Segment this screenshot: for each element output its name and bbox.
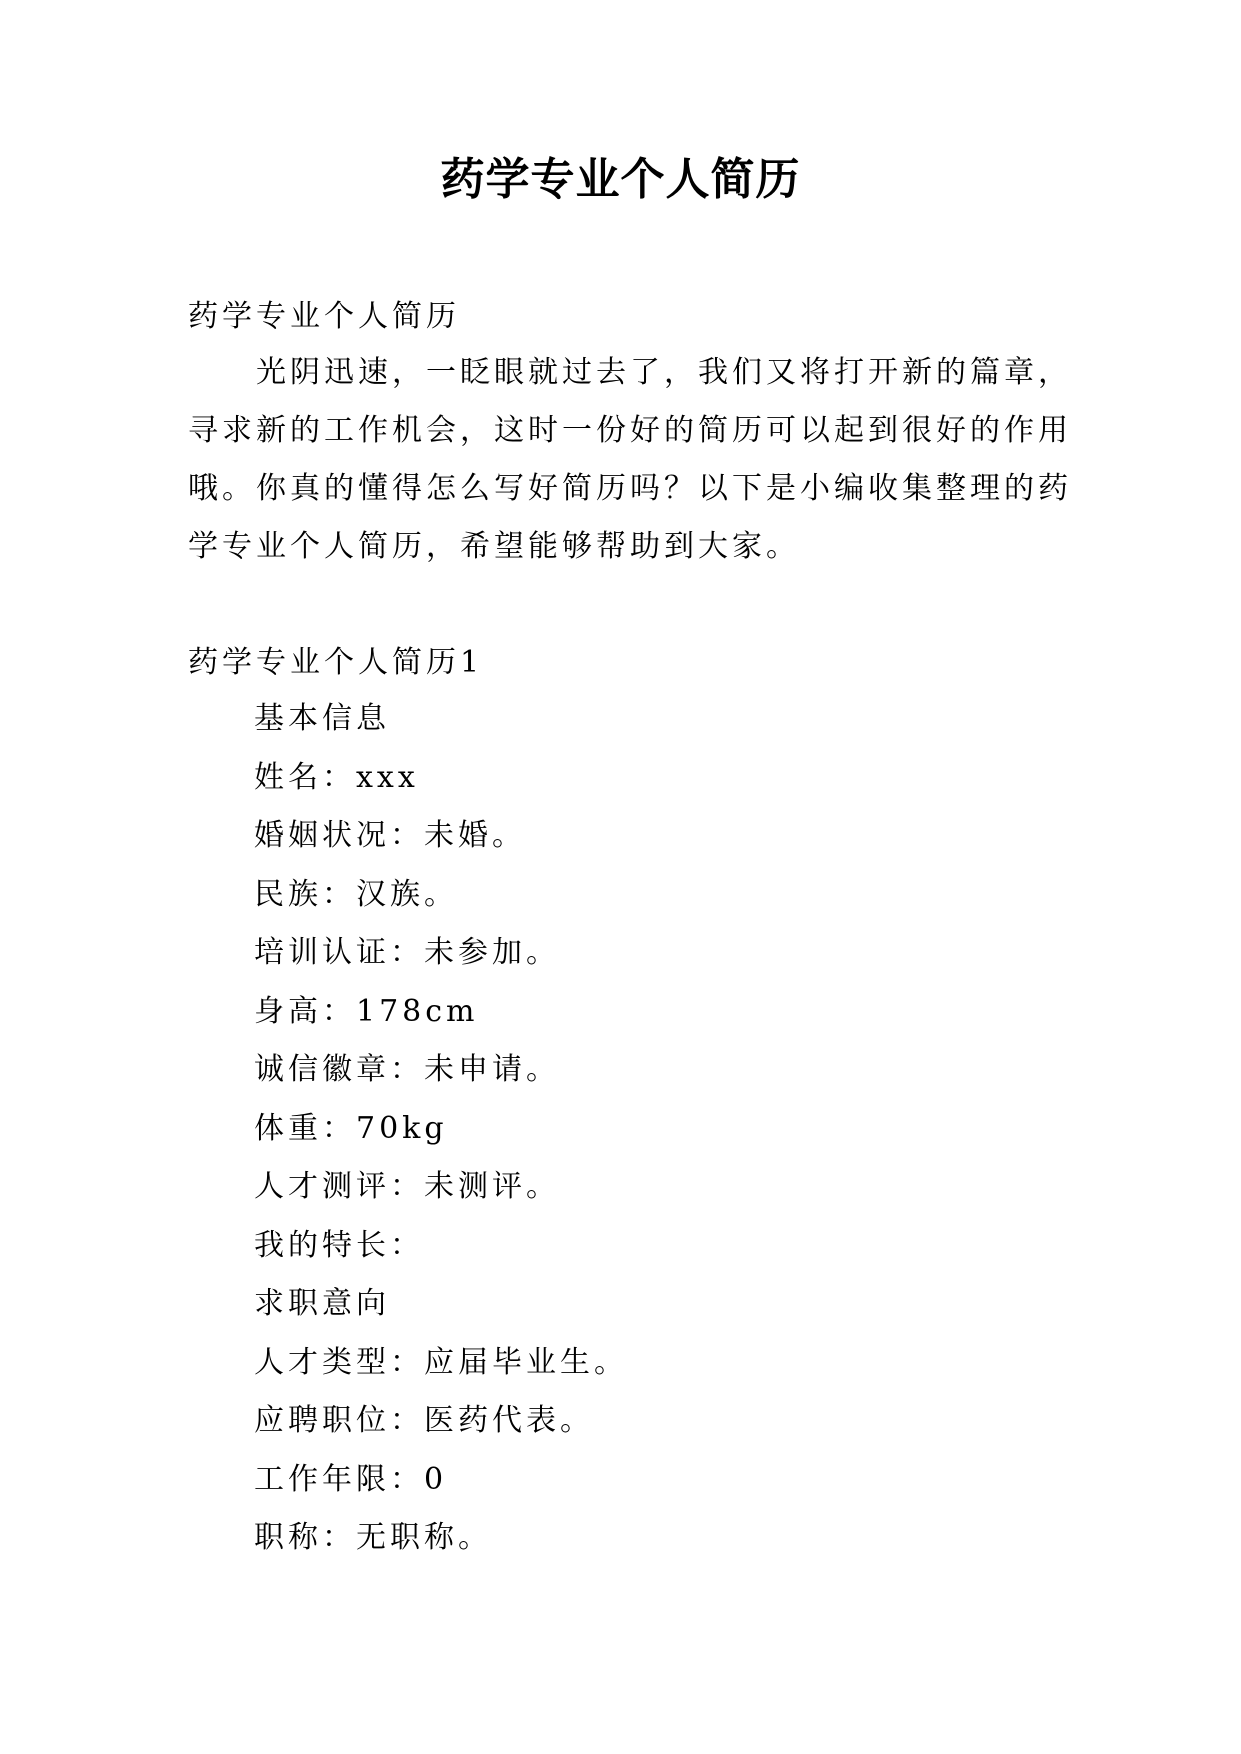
- detail-line-work-years: 工作年限：0: [254, 1461, 448, 1497]
- detail-line-integrity-badge: 诚信徽章：未申请。: [254, 1052, 560, 1087]
- detail-line-training-certification: 培训认证：未参加。: [254, 935, 560, 970]
- detail-line-weight: 体重：70kg: [254, 1110, 448, 1146]
- detail-line-job-intention-heading: 求职意向: [254, 1286, 390, 1321]
- detail-line-applied-position: 应聘职位：医药代表。: [254, 1403, 594, 1438]
- detail-line-basic-info-heading: 基本信息: [254, 701, 390, 736]
- intro-heading: 药学专业个人简历: [188, 299, 460, 334]
- detail-line-height: 身高：178cm: [254, 993, 479, 1029]
- detail-line-job-title: 职称：无职称。: [254, 1520, 492, 1555]
- detail-line-specialty: 我的特长：: [254, 1227, 424, 1263]
- detail-line-marital-status: 婚姻状况：未婚。: [254, 818, 526, 853]
- document-title: 药学专业个人简历: [440, 154, 801, 205]
- detail-line-talent-assessment: 人才测评：未测评。: [254, 1169, 560, 1204]
- detail-line-ethnicity: 民族：汉族。: [254, 876, 458, 912]
- detail-line-name: 姓名：xxx: [254, 759, 419, 795]
- section-heading: 药学专业个人简历1: [188, 645, 484, 680]
- intro-paragraph: 光阴迅速，一眨眼就过去了，我们又将打开新的篇章，寻求新的工作机会，这时一份好的简历可以起到很好的作用哦。你真的懂得怎么写好简历吗？以下是小编收集整理的药学专业个人简历，希望能够帮助到大家。: [188, 355, 1072, 564]
- detail-line-talent-type: 人才类型：应届毕业生。: [254, 1344, 628, 1380]
- resume-detail-list: [254, 690, 628, 1568]
